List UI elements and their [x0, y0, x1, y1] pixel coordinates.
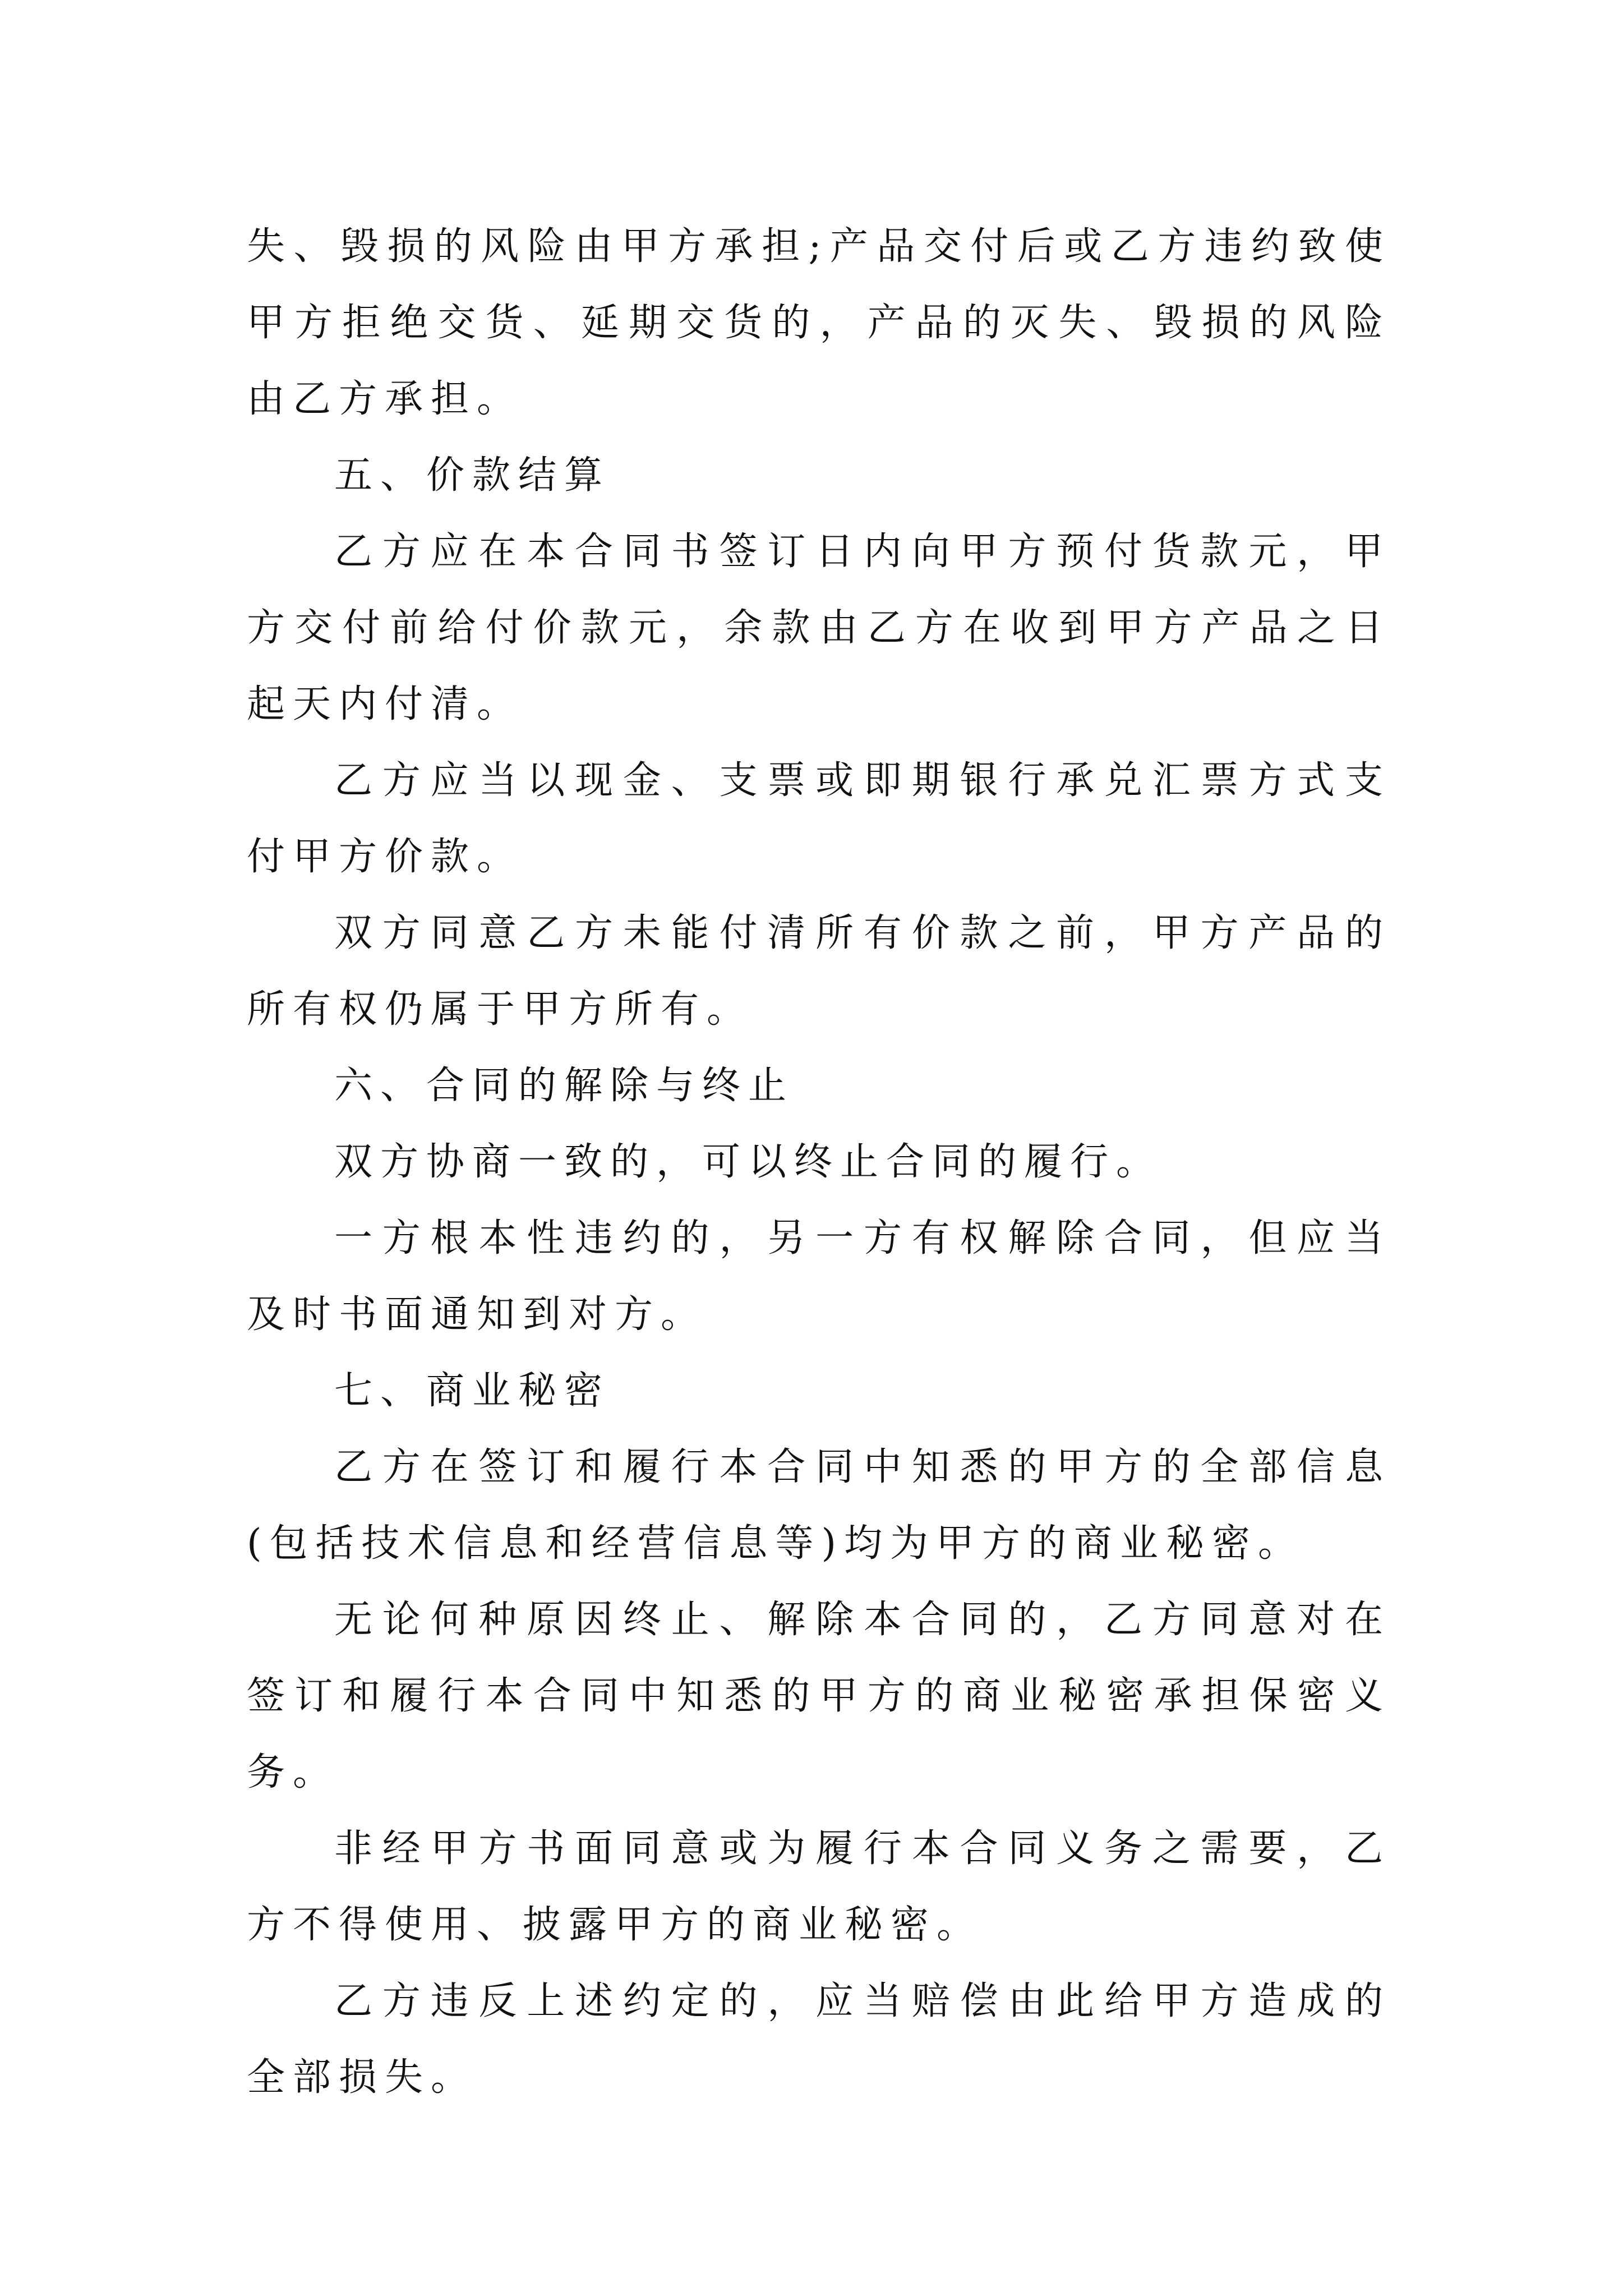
section-heading-termination: 六、合同的解除与终止 [334, 1064, 795, 1108]
paragraph-prepayment: 乙方应在本合同书签订日内向甲方预付货款元，甲方交付前给付价款元，余款由乙方在收到甲方产品之日起天内付清。 [247, 530, 1391, 726]
paragraph-breach-termination: 一方根本性违约的，另一方有权解除合同，但应当及时书面通知到对方。 [247, 1216, 1391, 1337]
paragraph-compensation: 乙方违反上述约定的，应当赔偿由此给甲方造成的全部损失。 [247, 1979, 1391, 2100]
paragraph-confidentiality-duty: 无论何种原因终止、解除本合同的，乙方同意对在签订和履行本合同中知悉的甲方的商业秘密承担保密义务。 [247, 1598, 1391, 1795]
paragraph-secret-definition: 乙方在签订和履行本合同中知悉的甲方的全部信息(包括技术信息和经营信息等)均为甲方的商业秘密。 [247, 1445, 1391, 1566]
paragraph-payment-method: 乙方应当以现金、支票或即期银行承兑汇票方式支付甲方价款。 [247, 758, 1391, 879]
paragraph-no-disclosure: 非经甲方书面同意或为履行本合同义务之需要，乙方不得使用、披露甲方的商业秘密。 [247, 1826, 1391, 1947]
document-body [247, 209, 1391, 2116]
section-heading-price-settlement: 五、价款结算 [334, 453, 611, 498]
paragraph-mutual-termination: 双方协商一致的，可以终止合同的履行。 [334, 1140, 1163, 1184]
paragraph-risk-continuation: 失、毁损的风险由甲方承担;产品交付后或乙方违约致使甲方拒绝交货、延期交货的，产品的灭失、毁损的风险由乙方承担。 [247, 224, 1391, 421]
paragraph-ownership: 双方同意乙方未能付清所有价款之前，甲方产品的所有权仍属于甲方所有。 [247, 911, 1391, 1032]
section-heading-trade-secrets: 七、商业秘密 [334, 1369, 611, 1413]
